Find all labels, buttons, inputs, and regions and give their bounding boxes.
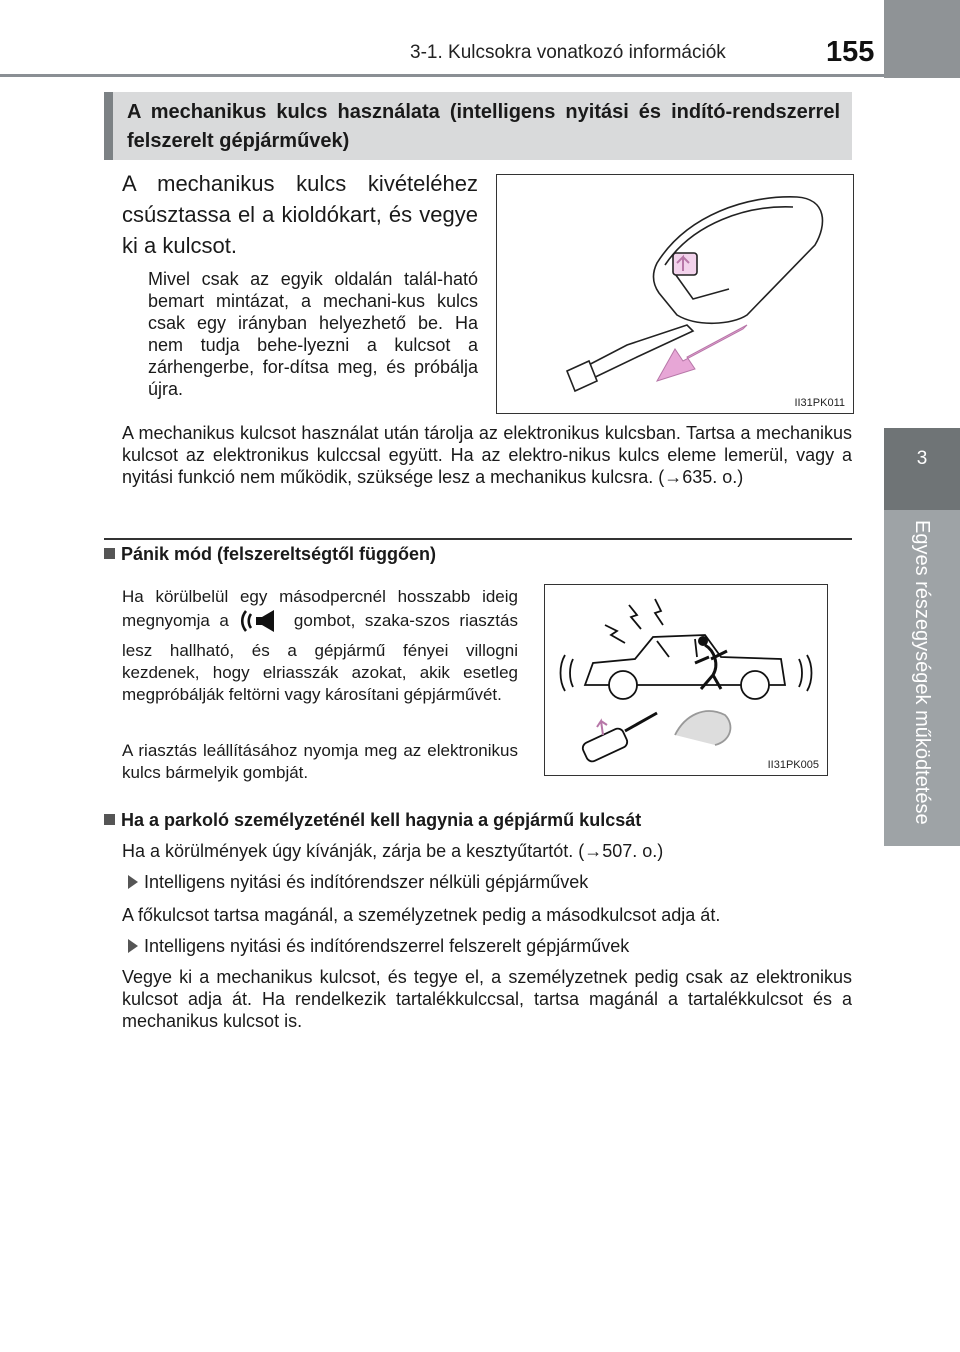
header-rule — [0, 74, 960, 77]
valet-bullet-1-text: Intelligens nyitási és indítórendszer nélküli gépjárművek — [144, 872, 589, 892]
square-bullet-icon — [104, 548, 115, 559]
key-removal-figure — [496, 174, 854, 414]
panic-horn-icon — [240, 608, 282, 640]
panic-alarm-illustration — [545, 585, 827, 775]
section-banner: A mechanikus kulcs használata (intelligens nyitási és indító-rendszerrel felszerelt gépjárművek) — [104, 92, 852, 160]
section-divider — [104, 538, 852, 540]
header-section-title: 3-1. Kulcsokra vonatkozó információk — [410, 42, 726, 63]
panic-stop-text: A riasztás leállításához nyomja meg az elektronikus kulcs bármelyik gombját. — [122, 741, 518, 782]
valet-heading — [104, 810, 641, 831]
figure-label: II31PK011 — [794, 397, 845, 409]
panic-alarm-figure — [544, 584, 828, 776]
square-bullet-icon — [104, 814, 115, 825]
panic-mode-text — [122, 586, 518, 706]
panic-mode-heading — [104, 544, 436, 565]
panic-text-start: Ha körülbelül egy másodpercnél hosszabb ideig megnyomja a — [122, 587, 518, 630]
valet-text-1: A főkulcsot tartsa magánál, a személyzetnek pedig a másodkulcsot adja át. — [122, 905, 721, 925]
valet-intro: Ha a körülmények úgy kívánják, zárja be a kesztyűtartót. (→507. o.) — [122, 841, 664, 861]
page-number: 155 — [826, 36, 875, 68]
valet-bullet-2-text: Intelligens nyitási és indítórendszerrel felszerelt gépjárművek — [144, 936, 630, 956]
valet-heading-text: Ha a parkoló személyzeténél kell hagynia a gépjármű kulcsát — [121, 810, 642, 830]
mechanical-key-intro: A mechanikus kulcs kivételéhez csúsztassa el a kioldókart, és vegye ki a kulcsot. — [122, 171, 478, 258]
triangle-bullet-icon — [128, 939, 138, 953]
chapter-title-tab — [884, 510, 960, 846]
valet-bullet-2 — [128, 936, 629, 957]
valet-bullet-1 — [128, 872, 588, 893]
panic-text-end: gombot, szaka-szos riasztás lesz hallható, és a gépjármű fényei villogni kezdenek, hogy elriasszák azokat, akik esetleg megpróbálják feltörni vagy károsítani gépjárművét. — [122, 611, 518, 704]
chapter-number: 3 — [916, 448, 928, 469]
side-tab-top — [884, 0, 960, 78]
chapter-title: Egyes részegységek működtetése — [911, 520, 933, 825]
figure-label: II31PK005 — [767, 759, 819, 771]
key-removal-illustration — [497, 175, 853, 413]
mechanical-key-storage-text: A mechanikus kulcsot használat után tárolja az elektronikus kulcsban. Tartsa a mechanikus kulcsot az elektronikus kulccsal együtt. Ha az elektro-nikus kulcs eleme lemerül, vagy a nyitási funkció nem működik, szüksége lesz a mechanikus kulcsra. (→635. o.) — [122, 423, 852, 487]
mechanical-key-note: Mivel csak az egyik oldalán talál-ható bemart mintázat, a mechani-kus kulcs csak egy irányban helyezhető be. Ha nem tudja behe-lyezni a kulcsot a zárhengerbe, for-dítsa meg, és próbálja újra. — [148, 269, 478, 399]
panic-mode-heading-text: Pánik mód (felszereltségtől függően) — [121, 544, 437, 564]
valet-text-2: Vegye ki a mechanikus kulcsot, és tegye el, a személyzetnek pedig csak az elektronikus kulcsot adja át. Ha rendelkezik tartalékkulccsal, tartsa magánál a tartalékkulcsot és a mechanikus kulcsot is. — [122, 967, 852, 1031]
triangle-bullet-icon — [128, 875, 138, 889]
chapter-number-tab — [884, 428, 960, 510]
